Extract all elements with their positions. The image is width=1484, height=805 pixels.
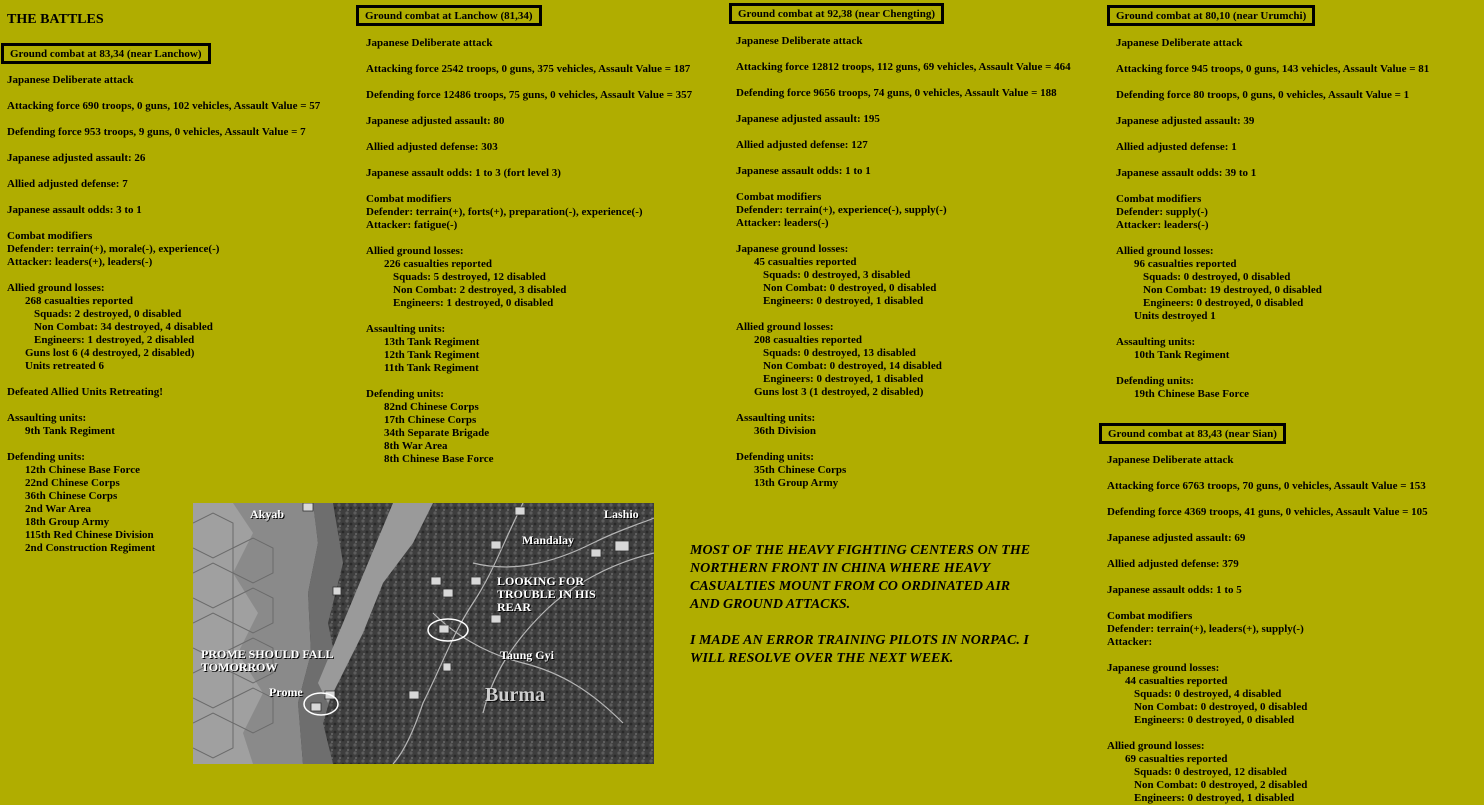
report-line: Defending units: bbox=[1116, 375, 1194, 387]
spacer bbox=[1116, 102, 1429, 115]
report-body bbox=[1107, 26, 1429, 401]
spacer bbox=[1116, 76, 1429, 89]
spacer bbox=[1107, 571, 1428, 584]
report-line: 34th Separate Brigade bbox=[384, 427, 490, 439]
spacer bbox=[736, 230, 1071, 243]
report-line: Assaulting units: bbox=[7, 412, 87, 424]
report-line: 13th Tank Regiment bbox=[384, 336, 480, 348]
spacer bbox=[7, 191, 320, 204]
report-line: Defender: terrain(+), experience(-), supply(-) bbox=[736, 204, 947, 216]
report-line: Defending force 4369 troops, 41 guns, 0 vehicles, Assault Value = 105 bbox=[1107, 506, 1428, 518]
report-line: Guns lost 6 (4 destroyed, 2 disabled) bbox=[25, 347, 195, 359]
report-line: Attacking force 12812 troops, 112 guns, 69 vehicles, Assault Value = 464 bbox=[736, 61, 1071, 73]
report-line: Combat modifiers bbox=[7, 230, 93, 242]
commentary-paragraph-2: I MADE AN ERROR TRAINING PILOTS IN NORPAC. I WILL RESOLVE OVER THE NEXT WEEK. bbox=[690, 633, 1029, 666]
map-label-lashio: Lashio bbox=[604, 507, 639, 521]
combat-report-chengting bbox=[729, 3, 1071, 490]
report-line: Japanese Deliberate attack bbox=[1107, 454, 1234, 466]
spacer bbox=[7, 373, 320, 386]
report-line: Attacker: fatigue(-) bbox=[366, 219, 458, 231]
map-label-taung-gyi: Taung Gyi bbox=[500, 648, 554, 662]
spacer bbox=[366, 102, 692, 115]
report-line: Allied adjusted defense: 7 bbox=[7, 178, 128, 190]
report-line: 2nd War Area bbox=[25, 503, 92, 515]
report-line: Japanese adjusted assault: 26 bbox=[7, 152, 146, 164]
report-line: 35th Chinese Corps bbox=[754, 464, 847, 476]
report-line: Japanese Deliberate attack bbox=[7, 74, 134, 86]
report-line: Engineers: 1 destroyed, 2 disabled bbox=[34, 334, 195, 346]
report-line: Allied adjusted defense: 379 bbox=[1107, 558, 1239, 570]
spacer bbox=[7, 217, 320, 230]
report-line: Japanese assault odds: 39 to 1 bbox=[1116, 167, 1257, 179]
report-line: 115th Red Chinese Division bbox=[25, 529, 154, 541]
spacer bbox=[1116, 50, 1429, 63]
spacer bbox=[366, 76, 692, 89]
report-line: Squads: 0 destroyed, 3 disabled bbox=[763, 269, 911, 281]
report-line: Defeated Allied Units Retreating! bbox=[7, 386, 163, 398]
burma-map bbox=[193, 503, 654, 764]
report-line: Attacker: leaders(-) bbox=[1116, 219, 1209, 231]
report-line: 9th Tank Regiment bbox=[25, 425, 115, 437]
report-line: Engineers: 0 destroyed, 1 disabled bbox=[763, 373, 924, 385]
combat-report-lanchow-83-34 bbox=[1, 43, 320, 555]
report-line: 82nd Chinese Corps bbox=[384, 401, 479, 413]
report-line: 17th Chinese Corps bbox=[384, 414, 477, 426]
spacer bbox=[1107, 467, 1428, 480]
report-line: Attacking force 2542 troops, 0 guns, 375 vehicles, Assault Value = 187 bbox=[366, 63, 691, 75]
report-body bbox=[356, 26, 692, 466]
report-line: Non Combat: 0 destroyed, 2 disabled bbox=[1134, 779, 1308, 791]
map-label-akyab: Akyab bbox=[250, 507, 285, 521]
report-line: Assaulting units: bbox=[1116, 336, 1196, 348]
page-title: THE BATTLES bbox=[7, 12, 104, 27]
spacer bbox=[7, 269, 320, 282]
report-line: 12th Tank Regiment bbox=[384, 349, 480, 361]
spacer bbox=[1116, 362, 1429, 375]
report-line: Assaulting units: bbox=[736, 412, 816, 424]
spacer bbox=[736, 74, 1071, 87]
report-line: Allied adjusted defense: 127 bbox=[736, 139, 868, 151]
spacer bbox=[7, 438, 320, 451]
report-line: Engineers: 0 destroyed, 0 disabled bbox=[1143, 297, 1304, 309]
commentary bbox=[690, 542, 1070, 668]
report-line: Allied ground losses: bbox=[1107, 740, 1205, 752]
report-line: 13th Group Army bbox=[754, 477, 839, 489]
spacer bbox=[1107, 649, 1428, 662]
report-line: Defending units: bbox=[736, 451, 814, 463]
report-line: Japanese Deliberate attack bbox=[736, 35, 863, 47]
spacer bbox=[1107, 727, 1428, 740]
report-line: 2nd Construction Regiment bbox=[25, 542, 156, 554]
report-line: 11th Tank Regiment bbox=[384, 362, 479, 374]
report-line: Non Combat: 34 destroyed, 4 disabled bbox=[34, 321, 213, 333]
report-line: Defending force 953 troops, 9 guns, 0 vehicles, Assault Value = 7 bbox=[7, 126, 306, 138]
report-line: Japanese ground losses: bbox=[736, 243, 849, 255]
report-line: Japanese assault odds: 1 to 5 bbox=[1107, 584, 1242, 596]
report-line: Non Combat: 0 destroyed, 14 disabled bbox=[763, 360, 942, 372]
report-line: Squads: 0 destroyed, 4 disabled bbox=[1134, 688, 1282, 700]
report-line: Defending units: bbox=[7, 451, 85, 463]
spacer bbox=[366, 180, 692, 193]
report-line: Japanese adjusted assault: 80 bbox=[366, 115, 505, 127]
report-line: Non Combat: 2 destroyed, 3 disabled bbox=[393, 284, 567, 296]
report-line: Non Combat: 19 destroyed, 0 disabled bbox=[1143, 284, 1322, 296]
spacer bbox=[366, 310, 692, 323]
report-line: 12th Chinese Base Force bbox=[25, 464, 140, 476]
report-line: Japanese assault odds: 1 to 1 bbox=[736, 165, 871, 177]
spacer bbox=[7, 139, 320, 152]
spacer bbox=[366, 154, 692, 167]
report-line: Allied adjusted defense: 1 bbox=[1116, 141, 1237, 153]
report-line: 8th Chinese Base Force bbox=[384, 453, 494, 465]
spacer bbox=[736, 438, 1071, 451]
commentary-paragraph-1: MOST OF THE HEAVY FIGHTING CENTERS ON THE NORTHERN FRONT IN CHINA WHERE HEAVY CASUALTIES MOUNT FROM CO ORDINATED AIR AND GROUND ATTACKS. bbox=[690, 543, 1031, 612]
report-line: Squads: 5 destroyed, 12 disabled bbox=[393, 271, 546, 283]
report-line: Japanese ground losses: bbox=[1107, 662, 1220, 674]
report-line: Engineers: 0 destroyed, 1 disabled bbox=[1134, 792, 1295, 804]
report-line: Engineers: 0 destroyed, 1 disabled bbox=[763, 295, 924, 307]
report-line: Squads: 0 destroyed, 0 disabled bbox=[1143, 271, 1291, 283]
report-line: 208 casualties reported bbox=[754, 334, 862, 346]
spacer bbox=[7, 87, 320, 100]
spacer bbox=[1107, 597, 1428, 610]
report-line: Engineers: 0 destroyed, 0 disabled bbox=[1134, 714, 1295, 726]
spacer bbox=[736, 126, 1071, 139]
spacer bbox=[366, 128, 692, 141]
report-line: Combat modifiers bbox=[1116, 193, 1202, 205]
spacer bbox=[736, 178, 1071, 191]
spacer bbox=[366, 232, 692, 245]
report-line: Combat modifiers bbox=[366, 193, 452, 205]
report-line: Units retreated 6 bbox=[25, 360, 105, 372]
spacer bbox=[736, 399, 1071, 412]
report-line: Non Combat: 0 destroyed, 0 disabled bbox=[1134, 701, 1308, 713]
spacer bbox=[1116, 128, 1429, 141]
report-line: Allied ground losses: bbox=[736, 321, 834, 333]
report-line: 8th War Area bbox=[384, 440, 448, 452]
spacer bbox=[7, 399, 320, 412]
report-line: 44 casualties reported bbox=[1125, 675, 1228, 687]
report-line: Units destroyed 1 bbox=[1134, 310, 1216, 322]
report-line: Defender: terrain(+), forts(+), preparation(-), experience(-) bbox=[366, 206, 643, 218]
spacer bbox=[1107, 545, 1428, 558]
report-line: Japanese adjusted assault: 195 bbox=[736, 113, 880, 125]
report-line: 226 casualties reported bbox=[384, 258, 492, 270]
report-line: 36th Chinese Corps bbox=[25, 490, 118, 502]
spacer bbox=[736, 48, 1071, 61]
report-body bbox=[1099, 444, 1428, 805]
report-line: 22nd Chinese Corps bbox=[25, 477, 120, 489]
report-line: Assaulting units: bbox=[366, 323, 446, 335]
report-line: 69 casualties reported bbox=[1125, 753, 1228, 765]
report-line: Combat modifiers bbox=[736, 191, 822, 203]
combat-report-urumchi bbox=[1107, 5, 1429, 401]
report-line: Attacking force 690 troops, 0 guns, 102 vehicles, Assault Value = 57 bbox=[7, 100, 321, 112]
report-line: Allied adjusted defense: 303 bbox=[366, 141, 498, 153]
report-line: Squads: 0 destroyed, 12 disabled bbox=[1134, 766, 1287, 778]
report-line: Japanese assault odds: 3 to 1 bbox=[7, 204, 142, 216]
report-line: Japanese Deliberate attack bbox=[1116, 37, 1243, 49]
report-line: Attacking force 6763 troops, 70 guns, 0 vehicles, Assault Value = 153 bbox=[1107, 480, 1426, 492]
report-line: Non Combat: 0 destroyed, 0 disabled bbox=[763, 282, 937, 294]
report-line: Squads: 0 destroyed, 13 disabled bbox=[763, 347, 916, 359]
report-line: Attacker: bbox=[1107, 636, 1153, 648]
combat-report-lanchow-81-34 bbox=[356, 5, 692, 466]
spacer bbox=[736, 100, 1071, 113]
report-line: Engineers: 1 destroyed, 0 disabled bbox=[393, 297, 554, 309]
report-line: Attacking force 945 troops, 0 guns, 143 vehicles, Assault Value = 81 bbox=[1116, 63, 1430, 75]
report-line: 19th Chinese Base Force bbox=[1134, 388, 1249, 400]
report-line: Combat modifiers bbox=[1107, 610, 1193, 622]
report-header: Ground combat at Lanchow (81,34) bbox=[356, 5, 542, 26]
report-line: Defending units: bbox=[366, 388, 444, 400]
report-line: Defender: terrain(+), morale(-), experience(-) bbox=[7, 243, 220, 255]
report-line: Allied ground losses: bbox=[366, 245, 464, 257]
map-label-prome-should-fall: PROME SHOULD FALL TOMORROW bbox=[201, 647, 333, 674]
map-label-burma: Burma bbox=[485, 684, 545, 706]
spacer bbox=[366, 50, 692, 63]
report-body bbox=[729, 24, 1071, 490]
report-line: 10th Tank Regiment bbox=[1134, 349, 1230, 361]
spacer bbox=[1116, 232, 1429, 245]
spacer bbox=[736, 308, 1071, 321]
spacer bbox=[366, 375, 692, 388]
spacer bbox=[1107, 519, 1428, 532]
report-line: 268 casualties reported bbox=[25, 295, 133, 307]
map-terrain bbox=[193, 503, 654, 764]
report-line: Allied ground losses: bbox=[7, 282, 105, 294]
report-line: Japanese adjusted assault: 39 bbox=[1116, 115, 1255, 127]
report-header: Ground combat at 83,34 (near Lanchow) bbox=[1, 43, 211, 64]
map-label-looking-for-trouble: LOOKING FOR TROUBLE IN HIS REAR bbox=[497, 574, 596, 614]
report-line: Allied ground losses: bbox=[1116, 245, 1214, 257]
report-line: Japanese Deliberate attack bbox=[366, 37, 493, 49]
report-line: 45 casualties reported bbox=[754, 256, 857, 268]
map-label-mandalay: Mandalay bbox=[522, 533, 575, 547]
map-label-prome: Prome bbox=[269, 685, 303, 699]
report-line: Japanese assault odds: 1 to 3 (fort level 3) bbox=[366, 167, 561, 179]
report-line: Defending force 80 troops, 0 guns, 0 vehicles, Assault Value = 1 bbox=[1116, 89, 1410, 101]
report-line: 36th Division bbox=[754, 425, 817, 437]
report-line: 18th Group Army bbox=[25, 516, 110, 528]
spacer bbox=[1116, 180, 1429, 193]
report-line: Japanese adjusted assault: 69 bbox=[1107, 532, 1246, 544]
report-line: Defending force 9656 troops, 74 guns, 0 vehicles, Assault Value = 188 bbox=[736, 87, 1057, 99]
report-body bbox=[1, 64, 320, 555]
report-line: Defender: supply(-) bbox=[1116, 206, 1208, 218]
report-header: Ground combat at 92,38 (near Chengting) bbox=[729, 3, 944, 24]
report-line: Defender: terrain(+), leaders(+), supply(-) bbox=[1107, 623, 1304, 635]
spacer bbox=[7, 113, 320, 126]
report-line: Attacker: leaders(-) bbox=[736, 217, 829, 229]
report-line: Guns lost 3 (1 destroyed, 2 disabled) bbox=[754, 386, 924, 398]
spacer bbox=[7, 165, 320, 178]
report-line: Squads: 2 destroyed, 0 disabled bbox=[34, 308, 182, 320]
spacer bbox=[1116, 323, 1429, 336]
spacer bbox=[1107, 493, 1428, 506]
report-header: Ground combat at 83,43 (near Sian) bbox=[1099, 423, 1286, 444]
spacer bbox=[736, 152, 1071, 165]
report-line: 96 casualties reported bbox=[1134, 258, 1237, 270]
report-header: Ground combat at 80,10 (near Urumchi) bbox=[1107, 5, 1315, 26]
combat-report-sian bbox=[1099, 423, 1428, 805]
report-line: Attacker: leaders(+), leaders(-) bbox=[7, 256, 153, 268]
spacer bbox=[1116, 154, 1429, 167]
report-line: Defending force 12486 troops, 75 guns, 0 vehicles, Assault Value = 357 bbox=[366, 89, 693, 101]
